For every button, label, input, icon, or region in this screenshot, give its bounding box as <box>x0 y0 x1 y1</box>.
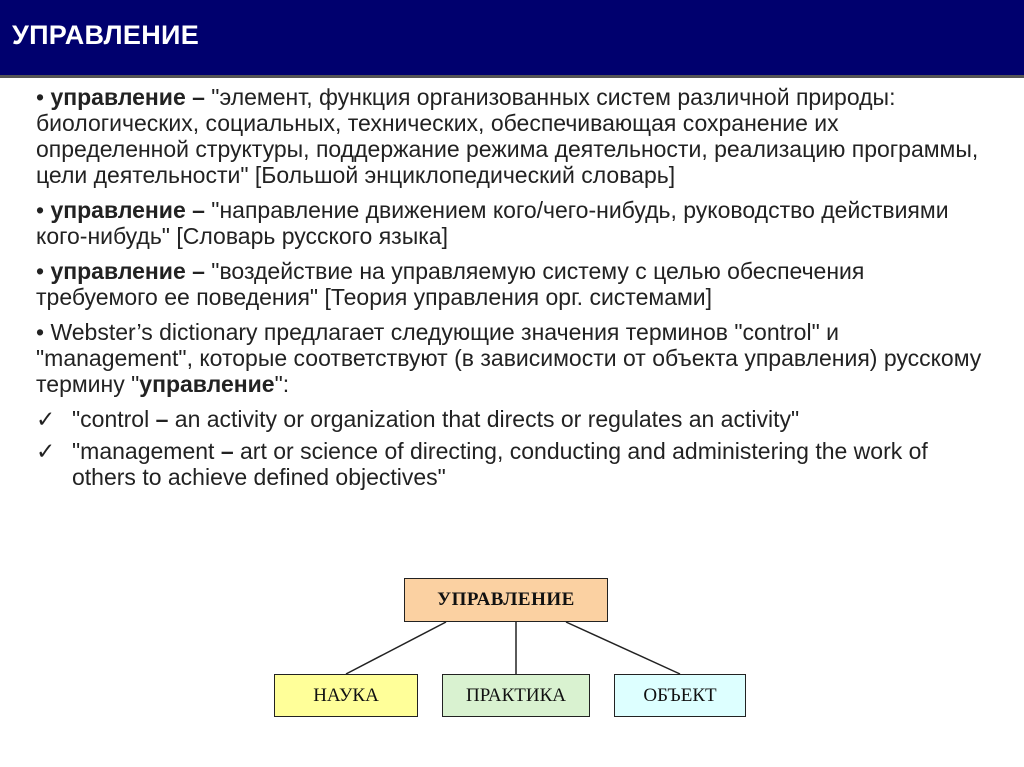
definition-term: управление – <box>50 84 205 110</box>
webster-item <box>36 319 986 397</box>
definition-item <box>36 197 986 249</box>
definition-text: "направление движением кого/чего-нибудь, руководство действиями кого-нибудь" [Словарь русского языка] <box>36 197 949 249</box>
check-dash: – <box>220 438 234 464</box>
check-item <box>36 438 986 490</box>
bullet: • <box>36 319 51 345</box>
bullet: • <box>36 258 51 284</box>
diagram-child-box: ОБЪЕКТ <box>614 674 746 717</box>
definitions-list <box>36 84 986 496</box>
check-text-after: art or science of directing, conducting and administering the work of others to achieve defined objectives" <box>72 438 928 490</box>
definition-text: "воздействие на управляемую систему с целью обеспечения требуемого ее поведения" [Теория управления орг. системами] <box>36 258 865 310</box>
webster-term: управление <box>139 371 275 397</box>
checkmark-icon: ✓ <box>36 438 56 464</box>
diagram-child-box: НАУКА <box>274 674 418 717</box>
definition-item <box>36 84 986 188</box>
bullet: • <box>36 197 51 223</box>
page-title: УПРАВЛЕНИЕ <box>12 20 200 50</box>
check-text-after: an activity or organization that directs or regulates an activity" <box>168 406 800 432</box>
check-text-before: "control <box>72 406 156 432</box>
check-dash: – <box>155 406 169 432</box>
diagram-root-box: УПРАВЛЕНИЕ <box>404 578 608 622</box>
bullet: • <box>36 84 51 110</box>
check-item <box>36 406 986 432</box>
diagram-child-box: ПРАКТИКА <box>442 674 590 717</box>
definition-term: управление – <box>50 197 205 223</box>
definition-item <box>36 258 986 310</box>
title-bar <box>0 0 1024 78</box>
connector-line <box>346 622 446 674</box>
webster-text-after: ": <box>274 371 290 397</box>
checkmark-icon: ✓ <box>36 406 56 432</box>
definition-term: управление – <box>50 258 205 284</box>
connector-line <box>566 622 680 674</box>
check-text-before: "management <box>72 438 221 464</box>
webster-text-before: Webster’s dictionary предлагает следующие значения терминов "control" и "management", которые соответствуют (в зависимости от объекта управления) русскому термину " <box>36 319 982 397</box>
definition-text: "элемент, функция организованных систем различной природы: биологических, социальных, технических, обеспечивающая сохранение их определенной структуры, поддержание режима деятельности, реализацию программы, цели деятельности" [Большой энциклопедический словарь] <box>36 84 979 188</box>
